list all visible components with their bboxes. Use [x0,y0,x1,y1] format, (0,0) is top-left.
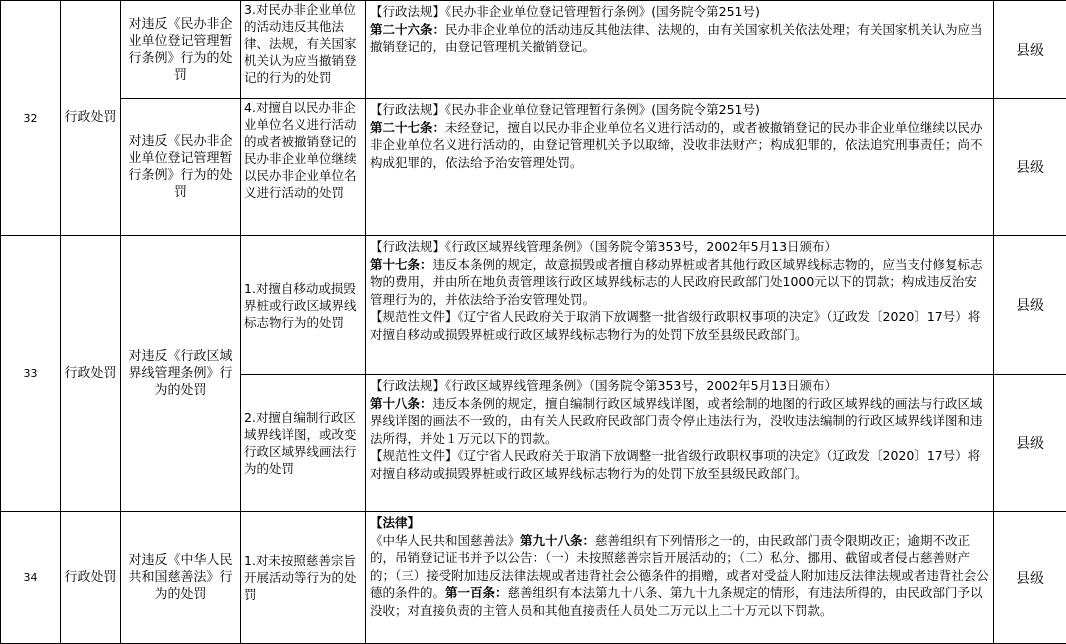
penalty-item: 对违反《民办非企业单位登记管理暂行条例》行为的处罚 [121,99,241,236]
row-number: 34 [1,512,61,644]
authority-level: 县级 [994,512,1066,644]
sub-item: 2.对擅自编制行政区域界线详图，或改变行政区域界线画法行为的处罚 [241,375,366,512]
sub-item: 3.对民办非企业单位的活动违反其他法律、法规，有关国家机关认为应当撤销登记的行为的处罚 [241,1,366,99]
legal-basis [366,1,994,99]
penalty-type: 行政处罚 [61,512,121,644]
sub-item: 1.对擅自移动或损毁界桩或行政区域界线标志物行为的处罚 [241,236,366,375]
legal-basis [366,375,994,512]
basis-text: 违反本条例的规定，擅自编制行政区域界线详图，或者绘制的地图的行政区域界线的画法与行政区域界线详图的画法不一致的，由有关人民政府民政部门责令停止违法行为，没收违法编制的行政区域界线详图和违法所得，并处１万元以下的罚款。 [370,396,983,446]
authority-level: 县级 [994,375,1066,512]
legal-basis [366,236,994,375]
penalty-item: 对违反《民办非企业单位登记管理暂行条例》行为的处罚 [121,1,241,99]
penalty-type: 行政处罚 [61,236,121,512]
basis-text: 【规范性文件】《辽宁省人民政府关于取消下放调整一批省级行政职权事项的决定》（辽政发〔2020〕17号）将对擅自移动或损毁界桩或行政区域界线标志物行为的处罚下放至县级民政部门。 [370,309,980,342]
authority-level: 县级 [994,99,1066,236]
authority-level: 县级 [994,1,1066,99]
authority-level: 县级 [994,236,1066,375]
legal-basis [366,99,994,236]
basis-text: 民办非企业单位的活动违反其他法律、法规的，由有关国家机关依法处理；有关国家机关认为应当撤销登记的，由登记管理机关撤销登记。 [370,22,983,55]
article-number: 第九十八条： [520,533,595,548]
table-row [1,99,1066,236]
row-number: 33 [1,236,61,512]
basis-text: 【行政法规】《民办非企业单位登记管理暂行条例》(国务院令第251号) [370,102,760,117]
basis-text: 【行政法规】《民办非企业单位登记管理暂行条例》(国务院令第251号) [370,4,760,19]
basis-text: 【规范性文件】《辽宁省人民政府关于取消下放调整一批省级行政职权事项的决定》（辽政发〔2020〕17号）将对擅自移动或损毁界桩或行政区域界线标志物行为的处罚下放至县级民政部门。 [370,448,980,481]
penalty-item: 对违反《行政区域界线管理条例》行为的处罚 [121,236,241,512]
basis-text: 【行政法规】《行政区域界线管理条例》（国务院令第353号，2002年5月13日颁布） [370,378,837,393]
table-row [1,236,1066,375]
basis-text: 慈善组织有下列情形之一的，由民政部门责令限期改正；逾期不改正的，吊销登记证书并予以公告：（一）未按照慈善宗旨开展活动的；（二）私分、挪用、截留或者侵占慈善财产的；（三）接受附加违反法律法规或者违背社会公德条件的捐赠，或者对受益人附加违反法律法规或者违背社会公德的条件的。 [370,533,989,601]
basis-text: 慈善组织有本法第九十八条、第九十九条规定的情形，有违法所得的，由民政部门予以没收；对直接负责的主管人员和其他直接责任人员处二万元以上二十万元以下罚款。 [370,585,983,618]
basis-text: 未经登记，擅自以民办非企业单位名义进行活动的，或者被撤销登记的民办非企业单位继续以民办非企业单位名义进行活动的，由登记管理机关予以取缔，没收非法财产；构成犯罪的，依法追究刑事责任；尚不构成犯罪的，依法给予治安管理处罚。 [370,120,983,170]
article-number: 第二十六条： [370,22,445,37]
article-number: 第十七条： [370,257,433,272]
basis-text: 《中华人民共和国慈善法》 [370,533,520,548]
legal-basis [366,512,994,644]
table-row [1,1,1066,99]
row-number: 32 [1,1,61,236]
article-number: 【法律】 [370,515,420,530]
penalty-item: 对违反《中华人民共和国慈善法》行为的处罚 [121,512,241,644]
sub-item: 4.对擅自以民办非企业单位名义进行活动的或者被撤销登记的民办非企业单位继续以民办非企业单位名义进行活动的处罚 [241,99,366,236]
basis-text: 【行政法规】《行政区域界线管理条例》（国务院令第353号，2002年5月13日颁布） [370,239,837,254]
penalty-type: 行政处罚 [61,1,121,236]
sub-item: 1.对未按照慈善宗旨开展活动等行为的处罚 [241,512,366,644]
basis-text: 违反本条例的规定，故意损毁或者擅自移动界桩或者其他行政区域界线标志物的，应当支付修复标志物的费用，并由所在地负责管理该行政区域界线标志的人民政府民政部门处1000元以下的罚款；构成违反治安管理行为的，并依法给予治安管理处罚。 [370,257,983,307]
article-number: 第十八条： [370,396,433,411]
article-number: 第二十七条： [370,120,445,135]
article-number: 第一百条： [445,585,508,600]
table-row [1,512,1066,644]
